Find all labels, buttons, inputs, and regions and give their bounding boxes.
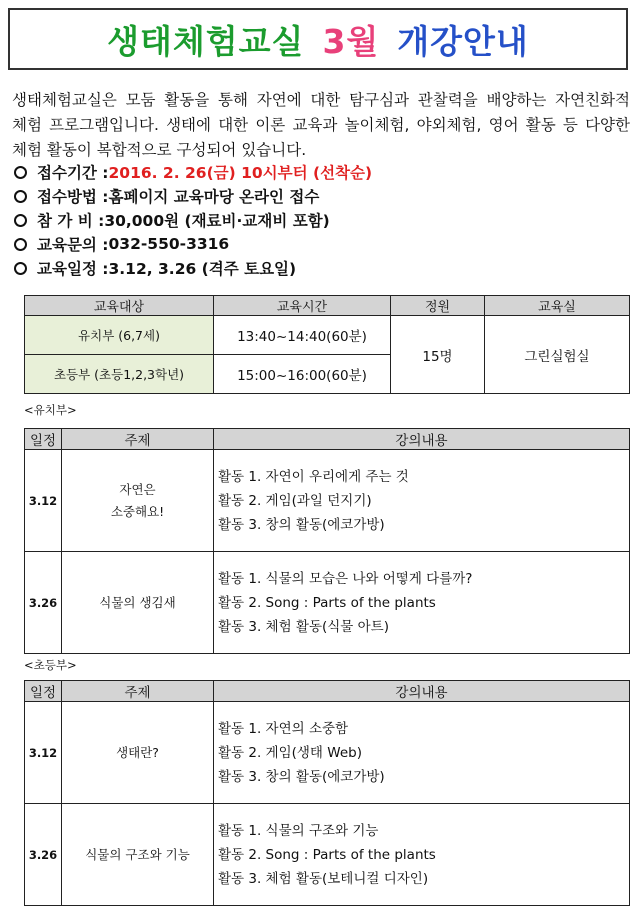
content-cell <box>214 702 630 804</box>
bullet-circle-icon <box>14 238 27 251</box>
info-label: 참 가 비 : <box>37 212 105 230</box>
time-cell: 13:40~14:40(60분) <box>214 316 391 355</box>
kinder-section-label: <유치부> <box>24 403 77 417</box>
activity-item: 활동 3. 체험 활동(보테니컬 디자인) <box>218 870 429 887</box>
bullet-circle-icon <box>14 214 27 227</box>
header-topic: 주제 <box>62 681 214 702</box>
table-row <box>25 552 630 654</box>
activity-item: 활동 1. 식물의 구조와 기능 <box>218 822 379 839</box>
info-label: 교육문의 : <box>37 236 109 254</box>
header-capacity: 정원 <box>391 296 485 316</box>
info-item-fee <box>14 208 634 232</box>
activity-item: 활동 2. Song : Parts of the plants <box>218 846 436 863</box>
info-item-schedule <box>14 256 634 280</box>
info-value: 2016. 2. 26(금) 10시부터 (선착순) <box>108 164 373 182</box>
info-value: 30,000원 (재료비·교재비 포함) <box>104 212 330 230</box>
bullet-circle-icon <box>14 190 27 203</box>
content-cell <box>214 804 630 906</box>
activity-item: 활동 1. 자연이 우리에게 주는 것 <box>218 468 409 485</box>
page-title <box>8 8 628 70</box>
table-row <box>25 702 630 804</box>
info-list <box>14 160 634 280</box>
activity-item: 활동 3. 창의 활동(에코가방) <box>218 768 385 785</box>
date-cell: 3.12 <box>25 450 62 552</box>
topic-cell: 자연은 소중해요! <box>62 450 214 552</box>
date-cell: 3.26 <box>25 552 62 654</box>
time-cell: 15:00~16:00(60분) <box>214 355 391 394</box>
info-value: 홈페이지 교육마당 온라인 접수 <box>108 188 320 206</box>
date-cell: 3.26 <box>25 804 62 906</box>
activity-item: 활동 2. Song : Parts of the plants <box>218 594 436 611</box>
header-content: 강의내용 <box>214 429 630 450</box>
activity-item: 활동 3. 창의 활동(에코가방) <box>218 516 385 533</box>
header-topic: 주제 <box>62 429 214 450</box>
info-item-contact <box>14 232 634 256</box>
capacity-cell: 15명 <box>391 316 485 394</box>
bullet-circle-icon <box>14 262 27 275</box>
header-date: 일정 <box>25 681 62 702</box>
content-cell <box>214 450 630 552</box>
header-content: 강의내용 <box>214 681 630 702</box>
title-part2: 3월 <box>322 21 380 61</box>
header-room: 교육실 <box>485 296 630 316</box>
target-cell: 초등부 (초등1,2,3학년) <box>25 355 214 394</box>
table-row <box>25 450 630 552</box>
header-target: 교육대상 <box>25 296 214 316</box>
elem-schedule-table <box>24 680 630 906</box>
title-part3: 개강안내 <box>397 21 529 61</box>
elem-section-label: <초등부> <box>24 658 77 672</box>
bullet-circle-icon <box>14 166 27 179</box>
activity-item: 활동 1. 식물의 모습은 나와 어떻게 다를까? <box>218 570 473 587</box>
info-label: 접수기간 : <box>37 164 109 182</box>
activity-item: 활동 2. 게임(생태 Web) <box>218 744 362 761</box>
info-label: 접수방법 : <box>37 188 109 206</box>
topic-cell: 식물의 구조와 기능 <box>62 804 214 906</box>
target-cell: 유치부 (6,7세) <box>25 316 214 355</box>
topic-cell: 식물의 생김새 <box>62 552 214 654</box>
info-item-period <box>14 160 634 184</box>
kinder-schedule-table <box>24 428 630 654</box>
info-label: 교육일정 : <box>37 260 109 278</box>
table-row <box>25 804 630 906</box>
info-value: 032-550-3316 <box>108 235 230 253</box>
title-part1: 생태체험교실 <box>107 21 305 61</box>
summary-table <box>24 295 630 394</box>
table-row <box>25 316 630 355</box>
activity-item: 활동 2. 게임(과일 던지기) <box>218 492 372 509</box>
intro-paragraph: 생태체험교실은 모둠 활동을 통해 자연에 대한 탐구심과 관찰력을 배양하는 자연친화적 체험 프로그램입니다. 생태에 대한 이론 교육과 놀이체험, 야외체험, 영어 활동 등 다양한 체험 활동이 복합적으로 구성되어 있습니다. <box>12 91 630 159</box>
header-date: 일정 <box>25 429 62 450</box>
content-cell <box>214 552 630 654</box>
activity-item: 활동 3. 체험 활동(식물 아트) <box>218 618 389 635</box>
room-cell: 그린실험실 <box>485 316 630 394</box>
info-item-method <box>14 184 634 208</box>
date-cell: 3.12 <box>25 702 62 804</box>
info-value: 3.12, 3.26 (격주 토요일) <box>108 260 297 278</box>
header-time: 교육시간 <box>214 296 391 316</box>
activity-item: 활동 1. 자연의 소중함 <box>218 720 349 737</box>
topic-cell: 생태란? <box>62 702 214 804</box>
